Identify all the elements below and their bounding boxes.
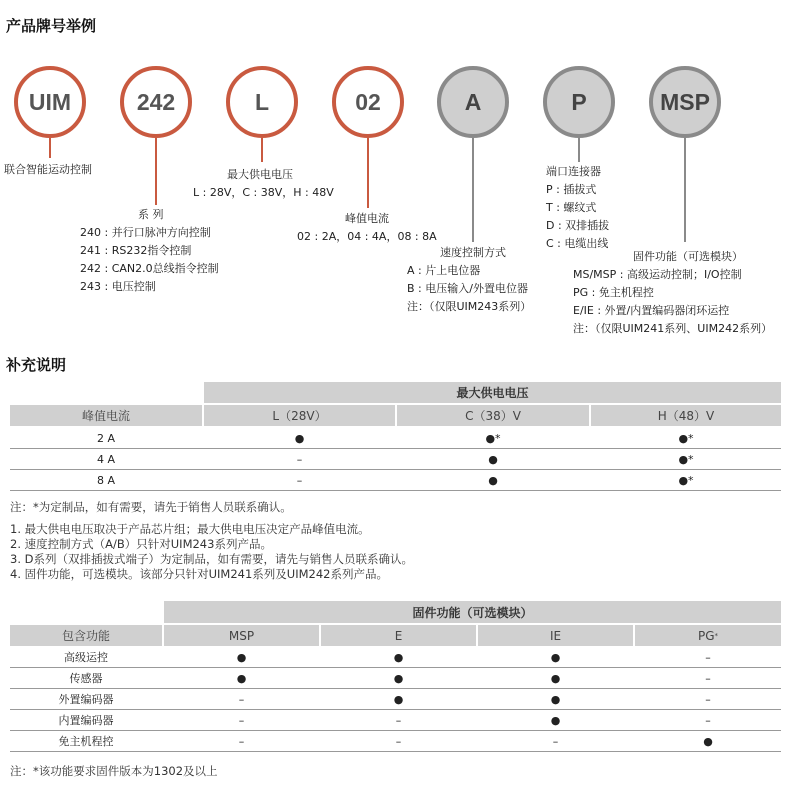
table2-cell: –	[552, 734, 559, 748]
note-item: 3. D系列（双排插拔式端子）为定制品，如有需要，请先与销售人员联系确认。	[10, 552, 413, 566]
connector-port	[578, 138, 580, 162]
note-item: 1. 最大供电电压取决于产品芯片组；最大供电电压决定产品峰值电流。	[10, 522, 370, 536]
table2-cell: –	[238, 692, 245, 706]
table1-row-label: 2 A	[96, 431, 116, 445]
label-series-item: 240 : 并行口脉冲方向控制	[80, 226, 211, 239]
label-voltage	[193, 166, 334, 202]
table2-cell: –	[395, 734, 402, 748]
label-firmware-item: PG : 免主机程控	[573, 286, 654, 299]
label-speed-item: 注：（仅限UIM243系列）	[407, 300, 532, 313]
table1-row-label: 4 A	[96, 452, 116, 466]
table2-col-header: E	[321, 625, 476, 646]
table2-cell: ●	[393, 692, 404, 706]
table2-pg-asterisk: *	[714, 631, 719, 640]
table2-cell: –	[705, 671, 711, 685]
connector-voltage	[261, 138, 263, 162]
table1-cell: ●*	[678, 431, 694, 445]
code-circle-uim: UIM	[14, 66, 86, 138]
code-circle-series: 242	[120, 66, 192, 138]
table1-col-header: L（28V）	[204, 405, 395, 426]
code-circle-firmware: MSP	[649, 66, 721, 138]
section-title-examples: 产品牌号举例	[6, 17, 97, 35]
table2-cell: ●	[550, 671, 561, 685]
table2-row-divider	[10, 751, 781, 752]
table2-row-label: 传感器	[69, 672, 103, 685]
label-firmware-item: E/IE : 外置/内置编码器闭环运控	[573, 304, 730, 317]
table1-row-label: 8 A	[96, 473, 116, 487]
note-item: 2. 速度控制方式（A/B）只针对UIM243系列产品。	[10, 537, 272, 551]
table1-cell: ●*	[678, 473, 694, 487]
table1-group-header: 最大供电电压	[204, 382, 781, 403]
table1-cell: ●	[294, 431, 305, 445]
connector-speed	[472, 138, 474, 242]
code-circle-port: P	[543, 66, 615, 138]
connector-uim	[49, 138, 51, 158]
table1-cell: ●*	[678, 452, 694, 466]
label-firmware-item: 注：（仅限UIM241系列、UIM242系列）	[573, 322, 773, 335]
table2-cell: –	[705, 692, 711, 706]
label-port-item: C : 电缆出线	[546, 237, 609, 250]
table1-cell: ●	[488, 473, 498, 487]
table2-group-header: 固件功能（可选模块）	[164, 601, 781, 623]
table2-cell: ●	[393, 650, 404, 664]
section-title-notes: 补充说明	[6, 356, 67, 374]
label-firmware-item: MS/MSP : 高级运动控制；I/O控制	[573, 268, 742, 281]
label-current	[297, 210, 437, 246]
table1-footnote: 注：*为定制品，如有需要，请先于销售人员联系确认。	[10, 500, 292, 514]
label-series-item: 243 : 电压控制	[80, 280, 156, 293]
table2-cell: –	[705, 650, 711, 664]
label-series	[80, 206, 219, 296]
label-voltage-line: L : 28V，C : 38V，H : 48V	[193, 186, 334, 199]
table1-cell: –	[296, 452, 303, 466]
table1-cell: ●*	[485, 431, 501, 445]
table2-row-label: 内置编码器	[58, 714, 114, 727]
table2-col-header-pg	[635, 625, 781, 646]
label-speed-item: B : 电压输入/外置电位器	[407, 282, 528, 295]
label-speed	[407, 244, 531, 316]
code-circle-voltage: L	[226, 66, 298, 138]
table1-col-header: H（48）V	[591, 405, 781, 426]
label-current-title: 峰值电流	[345, 212, 389, 225]
label-series-item: 241 : RS232指令控制	[80, 244, 192, 257]
table1-cell: –	[296, 473, 303, 487]
table2-cell: ●	[703, 734, 713, 748]
table2-cell: –	[238, 734, 245, 748]
table1-col-header: C（38）V	[397, 405, 589, 426]
label-speed-title: 速度控制方式	[440, 246, 506, 259]
table2-row-label: 高级运控	[64, 651, 108, 664]
table2-cell: ●	[550, 692, 561, 706]
label-port-item: D : 双排插拔	[546, 219, 610, 232]
table2-cell: –	[395, 713, 402, 727]
label-speed-item: A : 片上电位器	[407, 264, 481, 277]
table2-cell: ●	[236, 650, 247, 664]
table2-footnote: 注：*该功能要求固件版本为1302及以上	[10, 764, 218, 778]
connector-series	[155, 138, 157, 205]
note-item: 4. 固件功能，可选模块。该部分只针对UIM241系列及UIM242系列产品。	[10, 567, 388, 581]
table2-col-header: IE	[478, 625, 633, 646]
table2-cell: ●	[550, 650, 561, 664]
code-circle-speed: A	[437, 66, 509, 138]
label-uim: 联合智能运动控制	[4, 163, 92, 176]
table1-row-divider	[10, 490, 781, 491]
table2-col-header-pg-label: PG	[697, 628, 715, 643]
connector-firmware	[684, 138, 686, 242]
label-firmware-title: 固件功能（可选模块）	[633, 250, 743, 263]
label-port-title: 端口连接器	[546, 165, 601, 178]
table2-cell: ●	[393, 671, 404, 685]
table1-row-header: 峰值电流	[10, 405, 202, 426]
label-port	[546, 163, 609, 253]
table2-row-label: 免主机程控	[58, 735, 114, 748]
label-series-item: 242 : CAN2.0总线指令控制	[80, 262, 219, 275]
table2-row-header: 包含功能	[10, 625, 162, 646]
label-voltage-title: 最大供电电压	[227, 168, 293, 181]
label-series-title: 系 列	[138, 208, 164, 221]
table2-cell: –	[705, 713, 711, 727]
table2-col-header: MSP	[164, 625, 319, 646]
table1-cell: ●	[488, 452, 498, 466]
code-circle-current: 02	[332, 66, 404, 138]
label-firmware	[573, 248, 772, 338]
label-port-item: P : 插拔式	[546, 183, 597, 196]
table2-cell: ●	[550, 713, 561, 727]
table2-cell: –	[238, 713, 245, 727]
table2-row-label: 外置编码器	[58, 693, 114, 706]
table2-cell: ●	[236, 671, 247, 685]
connector-current	[367, 138, 369, 208]
label-current-line: 02 : 2A，04 : 4A，08 : 8A	[297, 230, 437, 243]
label-port-item: T : 螺纹式	[546, 201, 597, 214]
